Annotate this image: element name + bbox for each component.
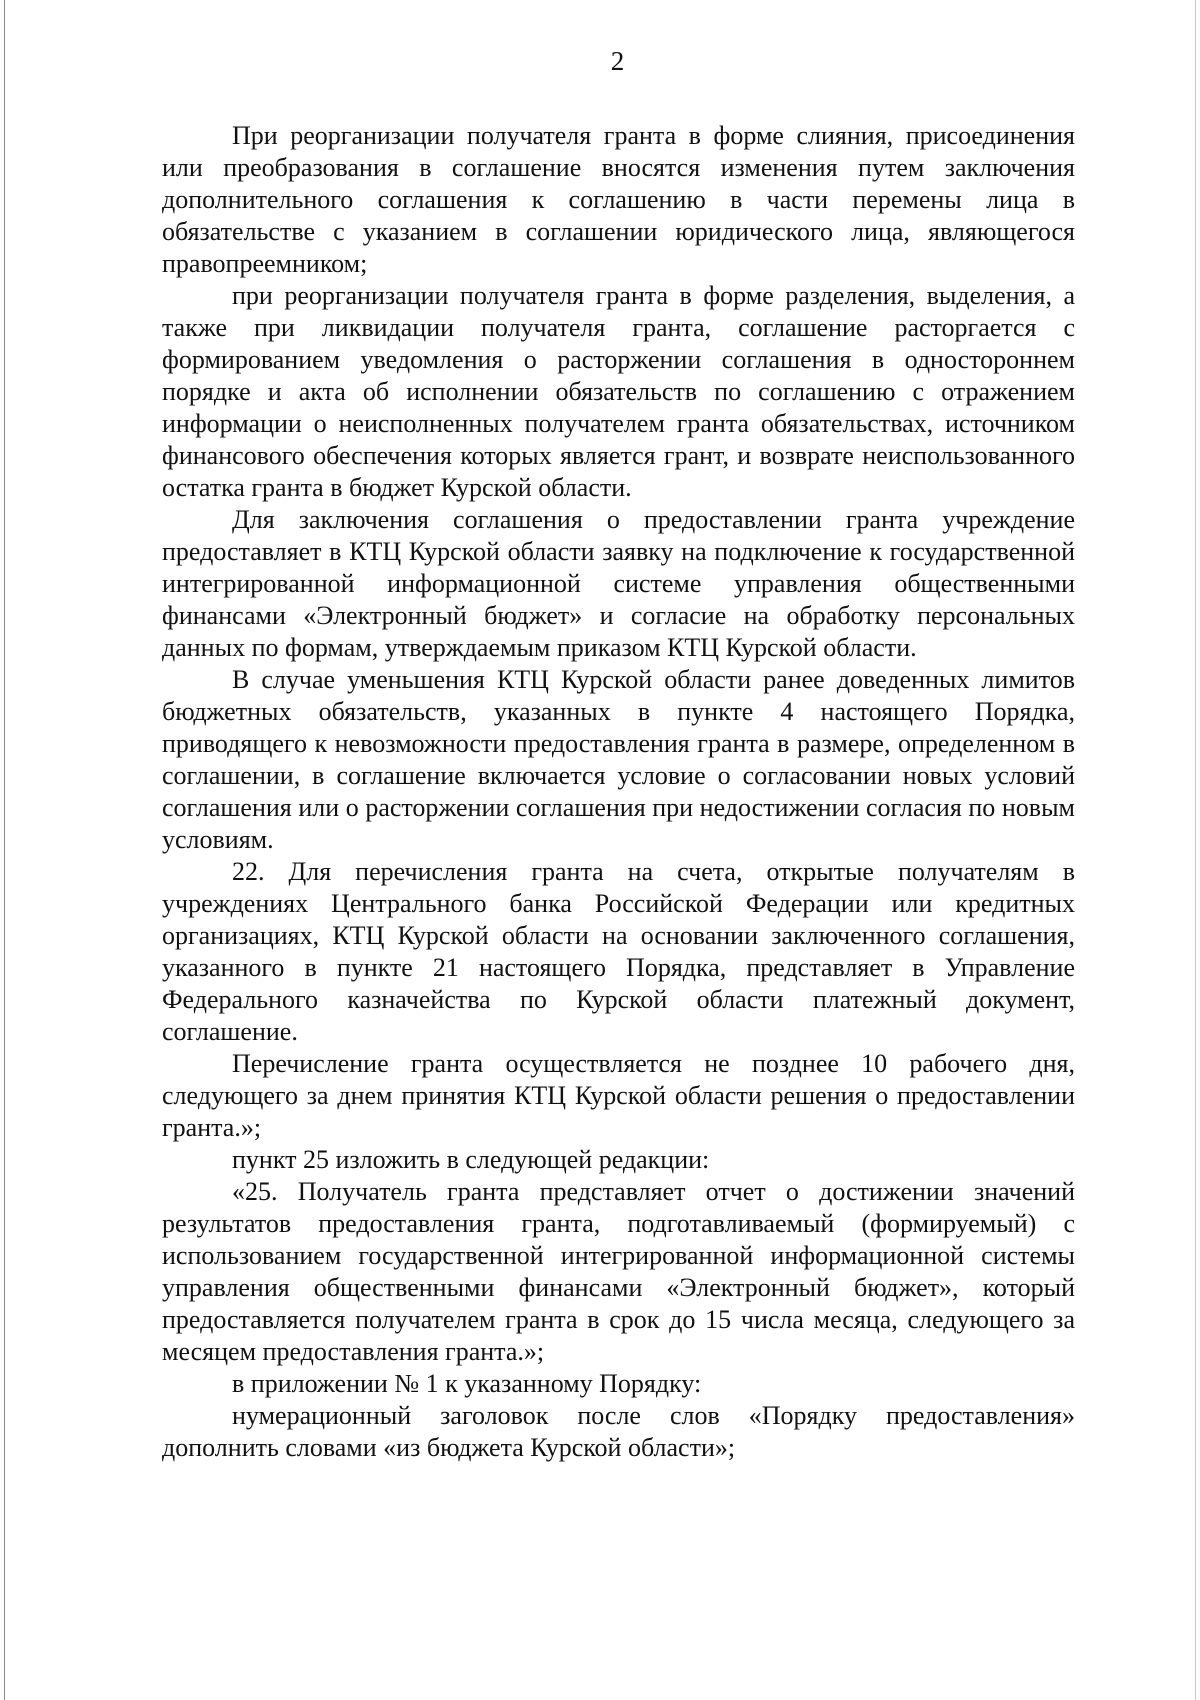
paragraph-reorganization-division: при реорганизации получателя гранта в форме разделения, выделения, а также при ликвидации получателя гранта, соглашение расторгается с формированием уведомления о расторжении соглашения в одностороннем порядке и акта об исполнении обязательств по соглашению с отражением информации о неисполненных получателем гранта обязательствах, источником финансового обеспечения которых является грант, и возврате неиспользованного остатка гранта в бюджет Курской области. xyxy=(162,281,1075,502)
scan-edge-right xyxy=(1195,0,1196,1700)
paragraph-agreement-conclusion: Для заключения соглашения о предоставлении гранта учреждение предоставляет в КТЦ Курской области заявку на подключение к государственной интегрированной информационной системе управления общественными финансами «Электронный бюджет» и согласие на обработку персональных данных по формам, утверждаемым приказом КТЦ Курской области. xyxy=(162,505,1075,662)
paragraph-limits-reduction: В случае уменьшения КТЦ Курской области ранее доведенных лимитов бюджетных обязательств, указанных в пункте 4 настоящего Порядка, приводящего к невозможности предоставления гранта в размере, определенном в соглашении, в соглашение включается условие о согласовании новых условий соглашения или о расторжении соглашения при недостижении согласия по новым условиям. xyxy=(162,665,1075,854)
paragraph-reorganization-merger: При реорганизации получателя гранта в форме слияния, присоединения или преобразования в соглашение вносятся изменения путем заключения дополнительного соглашения к соглашению в части перемены лица в обязательстве с указанием в соглашении юридического лица, являющегося правопреемником; xyxy=(162,121,1075,278)
page-number: 2 xyxy=(610,46,625,76)
document-body xyxy=(162,120,1075,1464)
paragraph-item-22: 22. Для перечисления гранта на счета, открытые получателям в учреждениях Центрального банка Российской Федерации или кредитных организациях, КТЦ Курской области на основании заключенного соглашения, указанного в пункте 21 настоящего Порядка, представляет в Управление Федерального казначейства по Курской области платежный документ, соглашение. xyxy=(162,857,1075,1046)
paragraph-heading-amendment: нумерационный заголовок после слов «Порядку предоставления» дополнить словами «из бюджета Курской области»; xyxy=(162,1401,1075,1462)
scan-edge-left xyxy=(4,0,5,1700)
paragraph-item-25-text: «25. Получатель гранта представляет отчет о достижении значений результатов предоставления гранта, подготавливаемый (формируемый) с использованием государственной интегрированной информационной системы управления общественными финансами «Электронный бюджет», который предоставляется получателем гранта в срок до 15 числа месяца, следующего за месяцем предоставления гранта.»; xyxy=(162,1177,1075,1366)
paragraph-appendix-1-intro: в приложении № 1 к указанному Порядку: xyxy=(232,1369,702,1398)
paragraph-transfer-deadline: Перечисление гранта осуществляется не позднее 10 рабочего дня, следующего за днем принятия КТЦ Курской области решения о предоставлении гранта.»; xyxy=(162,1049,1075,1142)
paragraph-item-25-intro: пункт 25 изложить в следующей редакции: xyxy=(232,1145,710,1174)
